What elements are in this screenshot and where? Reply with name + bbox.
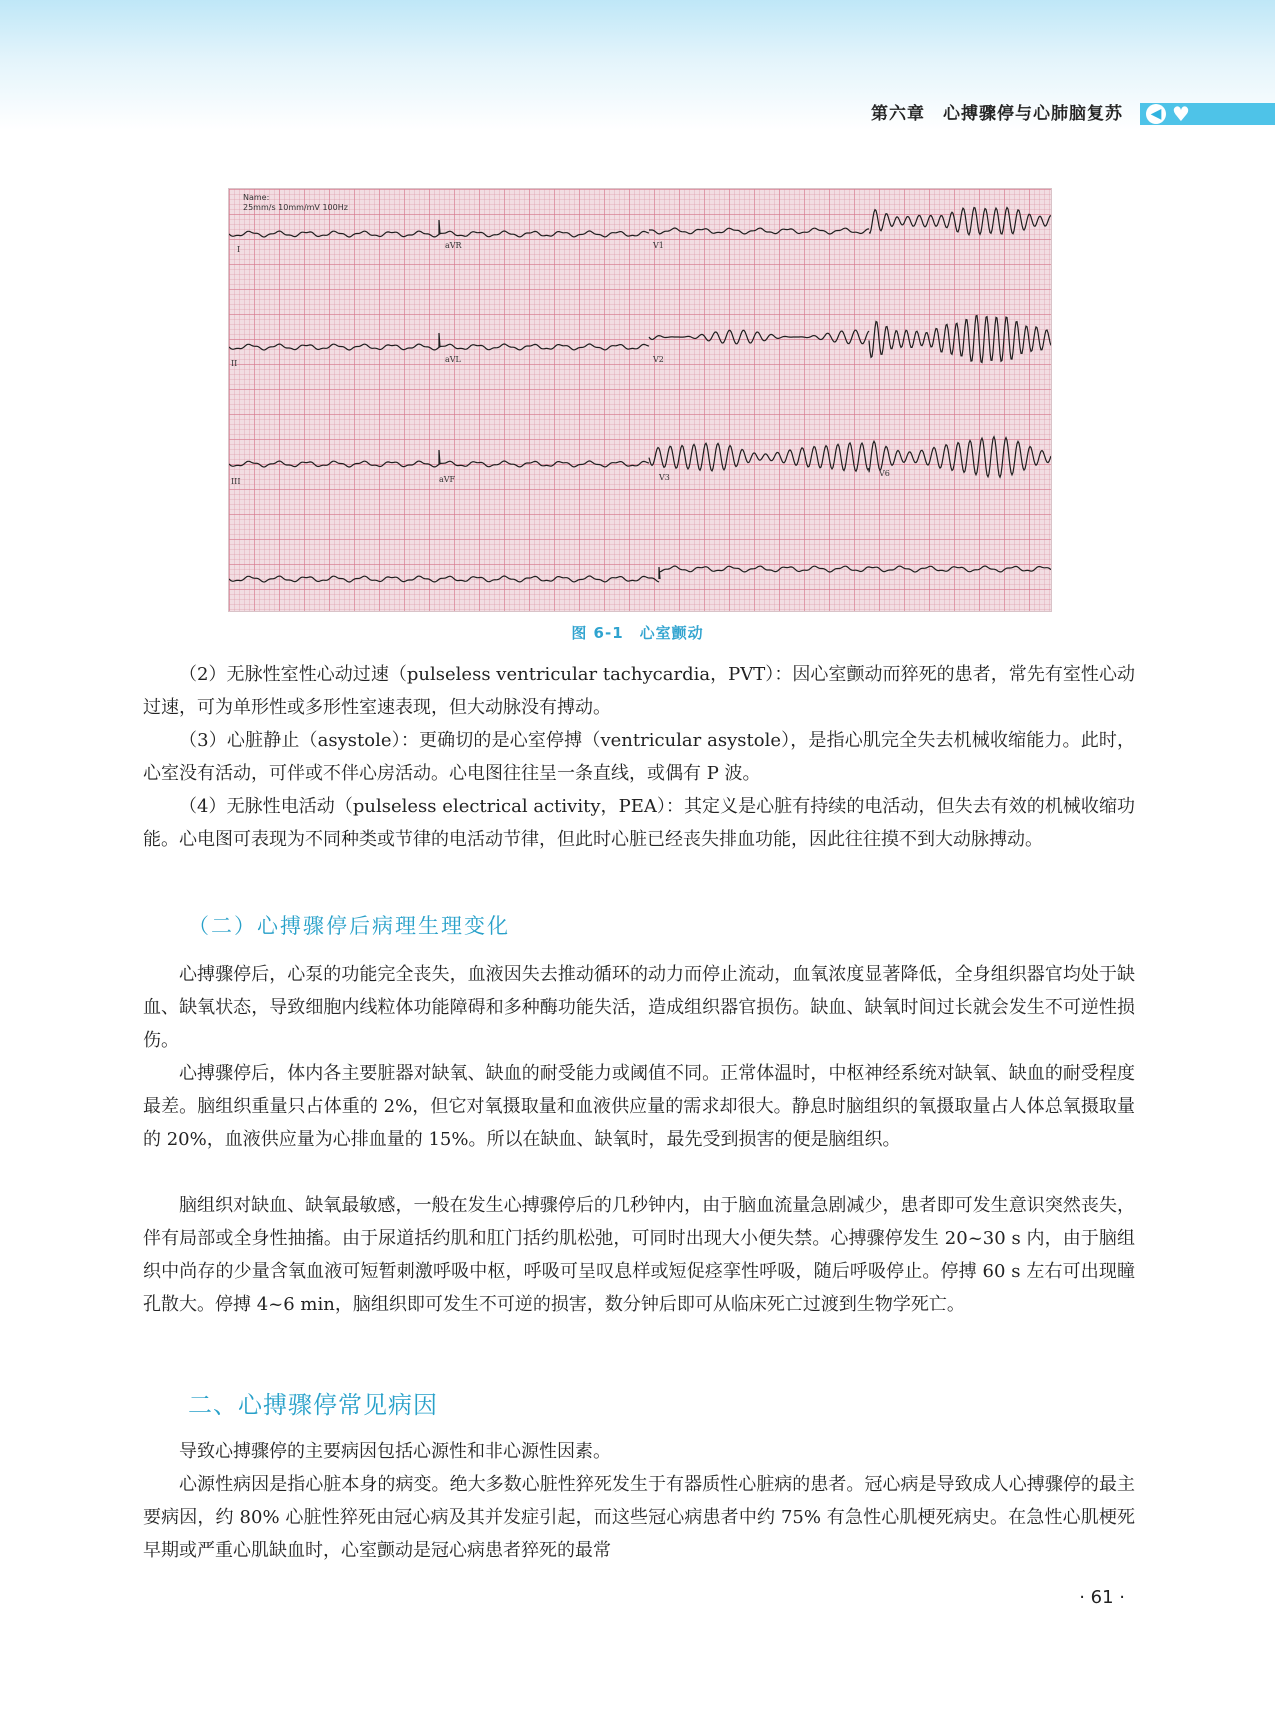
lead-label-avf: aVF — [439, 475, 456, 484]
chapter-title: 第六章 心搏骤停与心肺脑复苏 — [871, 104, 1123, 124]
ecg-trace-segment — [659, 566, 1051, 572]
paragraph-patho-2: 心搏骤停后，体内各主要脏器对缺氧、缺血的耐受能力或阈值不同。正常体温时，中枢神经系统对缺氧、缺血的耐受程度最差。脑组织重量只占体重的 2%，但它对氧摄取量和血液供应量的需求却很大。静息时脑组织的氧摄取量占人体总氧摄取量的 20%，血液供应量为心排血量的 15%。所以在缺血、缺氧时，最先受到损害的便是脑组织。 — [143, 1063, 1135, 1150]
paragraph-patho-1: 心搏骤停后，心泵的功能完全丧失，血液因失去推动循环的动力而停止流动，血氧浓度显著降低，全身组织器官均处于缺血、缺氧状态，导致细胞内线粒体功能障碍和多种酶功能失活，造成组织器官损伤。缺血、缺氧时间过长就会发生不可逆性损伤。 — [143, 964, 1135, 1051]
heart-icon: ♥ — [1172, 102, 1190, 126]
ecg-trace-segment — [649, 228, 869, 234]
lead-label-v6: V6 — [879, 469, 890, 478]
paragraph-cause-1: 导致心搏骤停的主要病因包括心源性和非心源性因素。 — [179, 1441, 611, 1462]
lead-label-avl: aVL — [445, 355, 461, 364]
paragraph-patho-3: 脑组织对缺血、缺氧最敏感，一般在发生心搏骤停后的几秒钟内，由于脑血流量急剧减少，患者即可发生意识突然丧失，伴有局部或全身性抽搐。由于尿道括约肌和肛门括约肌松弛，可同时出现大小便失禁。心搏骤停发生 20~30 s 内，由于脑组织中尚存的少量含氧血液可短暂刺激呼吸中枢，呼吸可呈叹息样或短促痉挛性呼吸，随后呼吸停止。停搏 60 s 左右可出现瞳孔散大。停搏 4~6 min，脑组织即可发生不可逆的损害，数分钟后即可从临床死亡过渡到生物学死亡。 — [143, 1195, 1135, 1315]
ecg-calibration-mark — [659, 567, 660, 579]
lead-label-iii: III — [231, 477, 241, 486]
running-header — [0, 100, 1275, 128]
paragraph-pea: （4）无脉性电活动（pulseless electrical activity，PEA）：其定义是心脏有持续的电活动，但失去有效的机械收缩功能。心电图可表现为不同种类或节律的电活动节律，但此时心脏已经丧失排血功能，因此往往摸不到大动脉搏动。 — [143, 796, 1135, 850]
arrow-left-circle-icon[interactable]: ◀ — [1146, 104, 1166, 124]
lead-label-v3: V3 — [659, 473, 670, 482]
ecg-trace-segment — [869, 208, 1051, 235]
ecg-trace-segment — [649, 443, 869, 471]
paragraph-cause-2: 心源性病因是指心脏本身的病变。绝大多数心脏性猝死发生于有器质性心脏病的患者。冠心病是导致成人心搏骤停的最主要病因，约 80% 心脏性猝死由冠心病及其并发症引起，而这些冠心病患者中约 75% 有急性心肌梗死病史。在急性心肌梗死早期或严重心肌缺血时，心室颤动是冠心病患者猝死的最常 — [143, 1474, 1135, 1561]
ecg-trace-segment — [869, 437, 1051, 478]
ecg-meta-settings: 25mm/s 10mm/mV 100Hz — [243, 203, 348, 212]
section-heading: 二、心搏骤停常见病因 — [188, 1391, 438, 1419]
lead-label-avr: aVR — [445, 241, 462, 250]
ecg-figure — [228, 188, 1052, 612]
paragraph-pvt: （2）无脉性室性心动过速（pulseless ventricular tachycardia，PVT）：因心室颤动而猝死的患者，常先有室性心动过速，可为单形性或多形性室速表现，但大动脉没有搏动。 — [143, 664, 1135, 718]
ecg-meta-name: Name: — [243, 193, 270, 202]
ecg-calibration-mark — [439, 220, 440, 234]
ecg-trace-segment — [649, 330, 869, 344]
figure-caption: 图 6-1 心室颤动 — [571, 624, 704, 642]
ecg-trace-segment — [869, 316, 1051, 363]
ecg-traces — [229, 189, 1051, 611]
lead-label-i: I — [237, 245, 241, 254]
ecg-calibration-mark — [439, 450, 440, 464]
lead-label-ii: II — [231, 359, 238, 368]
page-number: · 61 · — [1079, 1587, 1125, 1608]
ecg-trace-segment — [229, 576, 659, 582]
paragraph-asystole: （3）心脏静止（asystole）：更确切的是心室停搏（ventricular asystole），是指心肌完全失去机械收缩能力。此时，心室没有活动，可伴或不伴心房活动。心电图往往呈一条直线，或偶有 P 波。 — [143, 730, 1135, 784]
subsection-heading: （二）心搏骤停后病理生理变化 — [188, 914, 510, 938]
lead-label-v1: V1 — [653, 241, 664, 250]
lead-label-v2: V2 — [653, 355, 664, 364]
header-icons — [1146, 104, 1192, 124]
ecg-calibration-mark — [439, 333, 440, 347]
